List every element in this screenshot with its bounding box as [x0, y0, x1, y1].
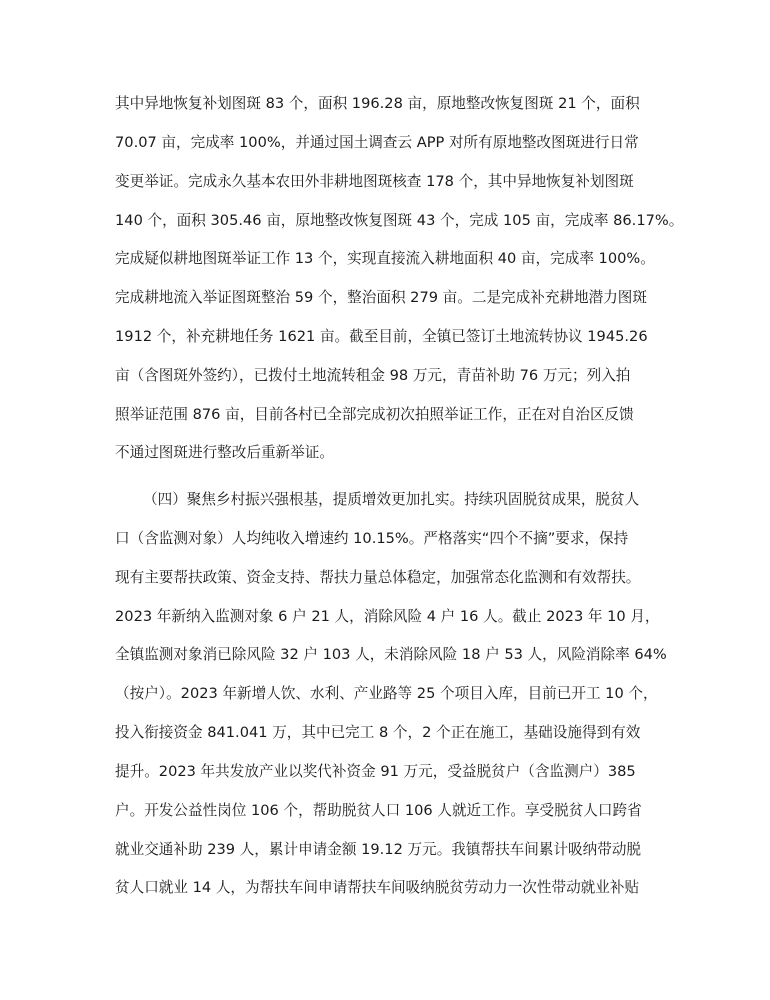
text-line: 户。开发公益性岗位 106 个，帮助脱贫人口 106 人就近工作。享受脱贫人口跨省 [115, 802, 642, 819]
text-line: 口（含监测对象）人均纯收入增速约 10.15%。严格落实“四个不摘”要求，保持 [115, 530, 629, 547]
text-line: 不通过图斑进行整改后重新举证。 [115, 444, 334, 461]
text-line: （按户）。2023 年新增人饮、水利、产业路等 25 个项目入库，目前已开工 10 个， [115, 685, 658, 702]
text-line: 70.07 亩，完成率 100%，并通过国土调查云 APP 对所有原地整改图斑进行日常 [115, 134, 639, 151]
text-line: 亩（含图斑外签约），已拨付土地流转租金 98 万元，青苗补助 76 万元；列入拍 [115, 367, 631, 384]
section-heading-line: （四）聚焦乡村振兴强根基，提质增效更加扎实。持续巩固脱贫成果，脱贫人 [143, 491, 640, 508]
text-line: 现有主要帮扶政策、资金支持、帮扶力量总体稳定，加强常态化监测和有效帮扶。 [115, 569, 641, 586]
text-line: 贫人口就业 14 人，为帮扶车间申请帮扶车间吸纳脱贫劳动力一次性带动就业补贴 [115, 879, 640, 896]
text-line: 投入衔接资金 841.041 万，其中已完工 8 个，2 个正在施工，基础设施得到有效 [115, 724, 641, 741]
text-line: 就业交通补助 239 人，累计申请金额 19.12 万元。我镇帮扶车间累计吸纳带动脱 [115, 841, 642, 858]
text-line: 完成耕地流入举证图斑整治 59 个，整治面积 279 亩。二是完成补充耕地潜力图斑 [115, 289, 647, 306]
text-line: 照举证范围 876 亩，目前各村已全部完成初次拍照举证工作，正在对自治区反馈 [115, 406, 634, 423]
text-line: 完成疑似耕地图斑举证工作 13 个，实现直接流入耕地面积 40 亩，完成率 100%。 [115, 250, 655, 267]
text-line: 140 个，面积 305.46 亩，原地整改恢复图斑 43 个，完成 105 亩，完成率 86.17%。 [115, 212, 684, 229]
text-line: 2023 年新纳入监测对象 6 户 21 人，消除风险 4 户 16 人。截止 2023 年 10 月， [115, 608, 660, 625]
text-line: 提升。2023 年共发放产业以奖代补资金 91 万元，受益脱贫户（含监测户）385 [115, 763, 636, 780]
text-line: 变更举证。完成永久基本农田外非耕地图斑核查 178 个，其中异地恢复补划图斑 [115, 173, 634, 190]
text-line: 其中异地恢复补划图斑 83 个，面积 196.28 亩，原地整改恢复图斑 21 个，面积 [115, 95, 640, 112]
text-line: 全镇监测对象消已除风险 32 户 103 人，未消除风险 18 户 53 人，风险消除率 64% [115, 646, 667, 663]
text-line: 1912 个，补充耕地任务 1621 亩。截至目前，全镇已签订土地流转协议 1945.26 [115, 328, 648, 345]
